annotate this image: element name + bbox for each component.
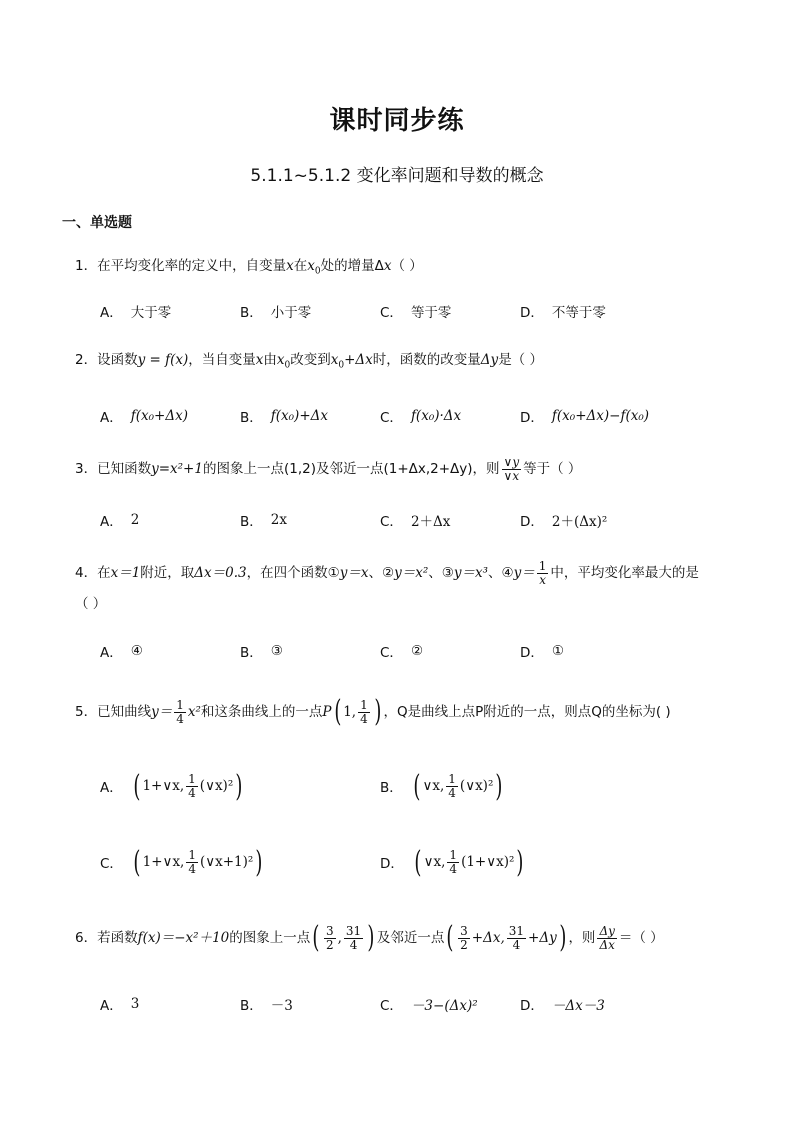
option-den: 4 — [188, 785, 196, 800]
option-pre: ∨x, — [422, 778, 445, 794]
q5-paren-right: ) — [374, 694, 382, 729]
q3-frac-den: ∨x — [503, 469, 520, 483]
option-pre: 1+∨x, — [142, 854, 185, 870]
q6-stem-b: 的图象上一点 — [229, 930, 311, 946]
q5-frac-num: 1 — [176, 697, 184, 712]
option-label: D． — [520, 305, 544, 321]
option-text: ④ — [130, 643, 143, 659]
option-text: 大于零 — [130, 305, 172, 321]
q6-a-den: 2 — [325, 937, 334, 952]
q2-func: y = f(x) — [137, 352, 189, 368]
q5-stem-c: ，Q是曲线上点P附近的一点，则点Q的坐标为( ) — [383, 704, 671, 720]
q1-x0: x — [307, 258, 315, 274]
option-num: 1 — [188, 847, 196, 862]
q2-dx: +Δx — [344, 352, 373, 368]
q5-option-d[interactable]: D． ( ∨x, $\frac{1}{4}$ (1+∨x)² ) — [380, 844, 524, 880]
q1-var-x2: x — [383, 258, 392, 274]
option-text: 2＋(Δx)² — [551, 514, 608, 530]
q1-var-x: x — [286, 258, 294, 274]
q2-dy: Δy — [480, 352, 499, 368]
q4-dx: Δx＝0.3 — [194, 565, 247, 581]
q1-option-c[interactable] — [380, 289, 451, 333]
q5-point-p: P — [322, 704, 332, 720]
q5-option-c[interactable]: C． ( 1+∨x, $\frac{1}{4}$ (∨x+1)² ) — [100, 844, 263, 880]
q6-a-num: 3 — [325, 923, 334, 938]
q5-paren-left: ( — [333, 694, 341, 729]
q2-x0b-sub: 0 — [338, 360, 345, 371]
option-label: C． — [380, 645, 403, 661]
section-heading: 一、单选题 — [62, 215, 132, 231]
q1-stem-b: 在 — [293, 258, 308, 274]
q5-x2: x² — [187, 704, 201, 720]
option-label: D． — [520, 998, 544, 1014]
option-text: ③ — [270, 643, 283, 659]
q4-stem-c: ，在四个函数① — [246, 565, 340, 581]
option-label: A． — [100, 410, 123, 426]
q2-stem-d: 改变到 — [290, 352, 331, 368]
option-text: －Δx－3 — [551, 998, 605, 1014]
q6-r-num: Δy — [599, 923, 615, 938]
option-text: －3−(Δx)² — [410, 998, 478, 1014]
option-pre: ∨x, — [423, 854, 446, 870]
q6-c-post: +Δx, — [471, 930, 505, 946]
q4-stem-f: 、④ — [488, 565, 514, 581]
option-text: 2＋Δx — [410, 514, 451, 530]
q1-stem-d: （ ） — [391, 258, 423, 274]
q4-option-c[interactable] — [380, 629, 423, 673]
option-text: ② — [410, 643, 424, 659]
q2-option-c[interactable] — [380, 394, 461, 438]
q6-b-num: 31 — [345, 923, 362, 938]
q5-p-fraction — [358, 699, 370, 726]
q3-stem-b: 的图象上一点(1,2)及邻近一点(1+Δx,2+Δy)，则 — [202, 461, 500, 477]
option-pre: 1+∨x, — [142, 778, 185, 794]
q4-stem-h: （ ） — [75, 596, 107, 612]
option-label: C． — [100, 856, 123, 872]
q2-option-a[interactable] — [100, 394, 188, 438]
option-text: 2x — [270, 512, 287, 528]
q5-stem-b: 和这条曲线上的一点 — [200, 704, 323, 720]
q4-options — [100, 629, 760, 673]
q4-fraction — [537, 560, 549, 587]
q3-option-b[interactable] — [240, 498, 287, 542]
q4-option-a[interactable] — [100, 629, 143, 673]
q3-fraction — [502, 456, 522, 483]
q6-option-d[interactable] — [520, 982, 605, 1026]
q6-stem-a: 6．若函数 — [75, 930, 138, 946]
q6-stem-c: 及邻近一点 — [376, 930, 445, 946]
q6-option-c[interactable] — [380, 982, 478, 1026]
option-num: 1 — [448, 771, 456, 786]
q2-stem-a: 2．设函数 — [75, 352, 138, 368]
q5-p1: 1, — [343, 704, 357, 720]
q4-stem-g: 中，平均变化率最大的是 — [550, 565, 699, 581]
q6-c-den: 2 — [460, 937, 468, 952]
q6-d-post: +Δy — [528, 930, 557, 946]
question-2 — [75, 350, 755, 376]
q6-option-b[interactable] — [240, 982, 293, 1026]
option-post: (1+∨x)² — [461, 854, 515, 870]
q3-option-c[interactable] — [380, 498, 450, 542]
option-label: C． — [380, 514, 403, 530]
q2-option-d[interactable] — [520, 394, 649, 438]
q5-p-num: 1 — [360, 697, 368, 712]
option-label: D． — [520, 410, 544, 426]
option-post: (∨x)² — [199, 778, 234, 794]
option-text: 等于零 — [410, 305, 452, 321]
q3-frac-num: ∨y — [503, 455, 520, 469]
question-4-line2 — [75, 594, 755, 614]
q3-func: y=x²+1 — [151, 461, 203, 477]
option-text: f(x₀+Δx) — [130, 408, 188, 424]
option-label: C． — [380, 410, 403, 426]
q1-stem-c: 处的增量Δ — [320, 258, 384, 274]
q6-d-den: 4 — [512, 937, 521, 952]
q5-y-eq: y＝ — [151, 704, 173, 720]
q6-d-num: 31 — [508, 923, 525, 938]
q6-func: f(x)＝−x²＋10 — [137, 930, 230, 946]
option-label: A． — [100, 305, 123, 321]
option-label: C． — [380, 305, 403, 321]
option-den: 4 — [448, 785, 456, 800]
q6-c-num: 3 — [460, 923, 468, 938]
q3-option-d[interactable] — [520, 498, 607, 542]
option-text: 2 — [130, 512, 140, 528]
q4-option-b[interactable] — [240, 629, 283, 673]
q1-option-d[interactable] — [520, 289, 606, 333]
option-text: 小于零 — [270, 305, 312, 321]
option-text: ① — [551, 643, 565, 659]
q1-option-b[interactable] — [240, 289, 311, 333]
q4-f4-y: y＝ — [513, 565, 535, 581]
q3-option-a[interactable] — [100, 498, 139, 542]
option-text: f(x₀)+Δx — [270, 408, 328, 424]
q4-stem-e: 、③ — [428, 565, 454, 581]
option-text: 不等于零 — [551, 305, 606, 321]
q4-stem-a: 4．在 — [75, 565, 111, 581]
q2-option-b[interactable] — [240, 394, 328, 438]
option-den: 4 — [188, 861, 196, 876]
q6-options — [100, 982, 760, 1026]
option-label: D． — [520, 645, 544, 661]
q2-x0-sub: 0 — [284, 360, 291, 371]
option-num: 1 — [449, 847, 458, 862]
question-5 — [75, 694, 755, 730]
q6-r-den: Δx — [599, 937, 615, 952]
q4-cond: x＝1 — [110, 565, 141, 581]
option-label: D． — [380, 856, 404, 872]
q1-option-a[interactable] — [100, 289, 171, 333]
option-num: 1 — [188, 771, 196, 786]
q4-frac-num: 1 — [538, 559, 547, 573]
q1-x0-sub: 0 — [314, 266, 321, 277]
option-post: (∨x)² — [459, 778, 494, 794]
option-label: B． — [240, 998, 263, 1014]
q2-stem-b: ，当自变量 — [188, 352, 256, 368]
option-label: B． — [380, 780, 403, 796]
q4-frac-den: x — [539, 573, 546, 587]
option-text: f(x₀)·Δx — [410, 408, 462, 424]
question-3 — [75, 456, 755, 483]
q5-option-b[interactable]: B． ( ∨x, $\frac{1}{4}$ (∨x)² ) — [380, 768, 503, 804]
option-label: D． — [520, 514, 544, 530]
option-den: 4 — [449, 861, 458, 876]
q4-f1: y＝x — [339, 565, 369, 581]
q2-stem-e: 时，函数的改变量 — [372, 352, 481, 368]
option-label: A． — [100, 645, 123, 661]
option-label: B． — [240, 305, 263, 321]
option-label: B． — [240, 645, 263, 661]
option-label: A． — [100, 998, 123, 1014]
q6-stem-e: ＝（ ） — [618, 930, 664, 946]
q6-stem-d: ，则 — [568, 930, 596, 946]
option-label: B． — [240, 410, 263, 426]
option-label: C． — [380, 998, 403, 1014]
question-6: 6．若函数 f(x)＝−x²＋10 的图象上一点 ( $\frac{3}{2}$ , $\frac{31}{4}$ ) 及邻近一点 ( $\frac{3}{2}$ +Δx, $\frac{31}{4}$ +Δy ) ，则 $\frac{\Delta y}{\Delta x}$ ＝（ ） — [75, 920, 664, 955]
q5-option-a[interactable]: A． ( 1+∨x, $\frac{1}{4}$ (∨x)² ) — [100, 768, 243, 804]
q1-stem-a: 1．在平均变化率的定义中，自变量 — [75, 258, 287, 274]
q4-option-d[interactable] — [520, 629, 564, 673]
q2-options — [100, 394, 760, 438]
q2-x0: x — [276, 352, 285, 368]
q5-fraction — [174, 699, 186, 726]
q3-stem-a: 3．已知函数 — [75, 461, 152, 477]
q6-b-den: 4 — [349, 937, 358, 952]
option-text: －3 — [270, 998, 293, 1014]
q2-var-x: x — [255, 352, 264, 368]
option-text: 3 — [130, 996, 140, 1012]
q5-options-row2 — [100, 840, 760, 884]
q5-frac-den: 4 — [176, 711, 184, 726]
question-4 — [75, 560, 755, 587]
option-label: A． — [100, 780, 123, 796]
question-1 — [75, 256, 755, 282]
option-label: B． — [240, 514, 263, 530]
page-title: 课时同步练 — [329, 106, 465, 136]
option-label: A． — [100, 514, 123, 530]
q4-stem-b: 附近，取 — [140, 565, 195, 581]
q4-stem-d: 、② — [368, 565, 395, 581]
q3-stem-c: 等于（ ） — [523, 461, 582, 477]
q5-stem-a: 5．已知曲线 — [75, 704, 152, 720]
q1-options — [100, 289, 760, 333]
q4-f3: y＝x³ — [453, 565, 489, 581]
option-text: f(x₀+Δx)−f(x₀) — [551, 408, 650, 424]
q3-options — [100, 498, 760, 542]
option-post: (∨x+1)² — [199, 854, 254, 870]
q2-x0b: x — [330, 352, 339, 368]
q6-option-a[interactable] — [100, 982, 139, 1026]
q4-f2: y＝x² — [394, 565, 429, 581]
q2-stem-f: 是（ ） — [498, 352, 543, 368]
page-subtitle: 5.1.1~5.1.2 变化率问题和导数的概念 — [250, 166, 544, 186]
q2-stem-c: 由 — [263, 352, 277, 368]
q5-p-den: 4 — [360, 711, 368, 726]
q5-options-row1 — [100, 764, 760, 808]
